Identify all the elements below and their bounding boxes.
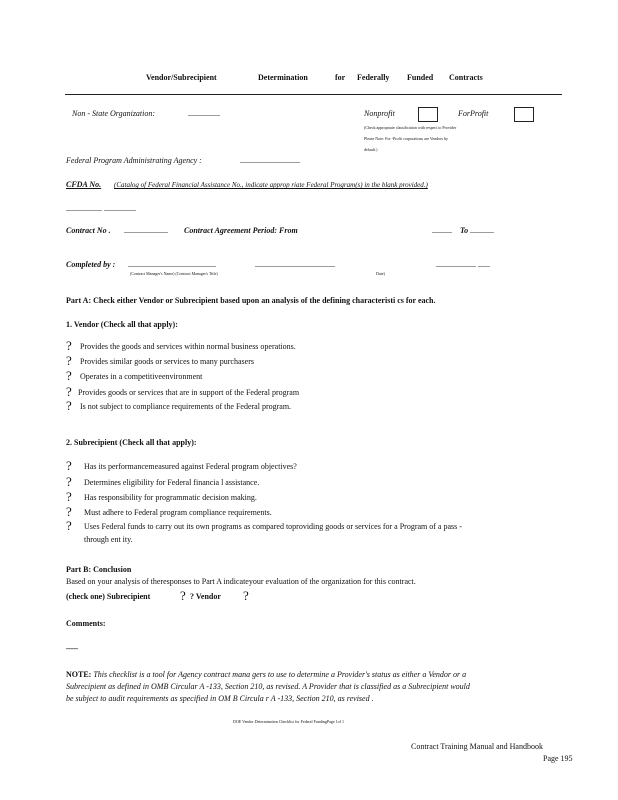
vendor-choice-label[interactable]: ? Vendor bbox=[190, 592, 221, 601]
org-label: Non - State Organization: bbox=[72, 109, 156, 118]
contract-to-label: To bbox=[460, 226, 469, 235]
agency-blank[interactable]: _______________ bbox=[240, 155, 300, 164]
sub-item-3: Has responsibility for programmatic decision making. bbox=[84, 493, 257, 502]
title-determination: Determination bbox=[258, 73, 308, 82]
contract-no-blank[interactable]: ___________ bbox=[124, 225, 168, 234]
org-note-line2: Please Note: For -Profit corporations are Vendors by bbox=[364, 136, 449, 141]
note-line1-text: This checklist is a tool for Agency contract mana gers to use to determine a Provider's status as either a Vendor or a bbox=[93, 670, 467, 679]
vendor-heading: 1. Vendor (Check all that apply): bbox=[66, 320, 178, 329]
nonprofit-checkbox[interactable] bbox=[418, 107, 438, 122]
part-b-text: Based on your analysis of theresponses to Part A indicateyour evaluation of the organization for this contract. bbox=[66, 577, 416, 586]
vendor-item-1: Provides the goods and services within normal business operations. bbox=[80, 342, 296, 351]
sub-item-5-bullet[interactable]: ? bbox=[66, 518, 72, 533]
completed-blank-name[interactable]: ______________________ bbox=[128, 259, 216, 268]
title-rule bbox=[65, 94, 562, 95]
org-note-line3: default.) bbox=[364, 147, 378, 152]
comments-label: Comments: bbox=[66, 619, 106, 628]
comments-blank[interactable]: ___ bbox=[66, 641, 78, 650]
note-line2: Subrecipient as defined in OMB Circular A -133, Section 210, as revised. A Provider that is classified as a Subrecipient would bbox=[66, 682, 470, 691]
note-line3: be subject to audit requirements as specified in OM B Circula r A -133, Section 210, as revised . bbox=[66, 694, 374, 703]
note-bold-label: NOTE: bbox=[66, 670, 92, 679]
vendor-item-5: Is not subject to compliance requirements of the Federal program. bbox=[80, 402, 292, 411]
vendor-item-3-bullet[interactable]: ? bbox=[66, 368, 72, 383]
vendor-item-4: Provides goods or services that are in support of the Federal program bbox=[78, 388, 300, 397]
footer-checklist-ref: DOE Vendor Determination Checklist for Federal FundingPage 1of 1 bbox=[233, 719, 345, 724]
completed-date-sublabel: Date) bbox=[376, 271, 385, 276]
forprofit-label: ForProfit bbox=[458, 109, 489, 118]
conclusion-check-label: (check one) Subrecipient bbox=[66, 592, 151, 601]
vendor-item-3: Operates in a competitiveenvironment bbox=[80, 372, 203, 381]
subrecipient-choice[interactable]: ? bbox=[180, 588, 186, 603]
contract-period-label: Contract Agreement Period: From bbox=[184, 226, 298, 235]
footer-handbook: Contract Training Manual and Handbook bbox=[411, 742, 543, 751]
vendor-item-4-bullet[interactable]: ? bbox=[66, 384, 72, 399]
vendor-item-2: Provides similar goods or services to many purchasers bbox=[80, 357, 254, 366]
sub-item-4: Must adhere to Federal program compliance requirements. bbox=[84, 508, 272, 517]
title-contracts: Contracts bbox=[449, 73, 483, 82]
part-a-heading: Part A: Check either Vendor or Subrecipient based upon an analysis of the defining characteristi cs for each. bbox=[66, 296, 436, 305]
cfda-label: CFDA No. bbox=[66, 180, 102, 189]
subrecipient-heading: 2. Subrecipient (Check all that apply): bbox=[66, 438, 197, 447]
sub-item-4-bullet[interactable]: ? bbox=[66, 504, 72, 519]
vendor-item-1-bullet[interactable]: ? bbox=[66, 338, 72, 353]
contract-no-label: Contract No . bbox=[66, 226, 111, 235]
agency-label: Federal Program Administrating Agency : bbox=[66, 156, 202, 165]
org-blank[interactable]: ________ bbox=[188, 108, 220, 117]
forprofit-checkbox[interactable] bbox=[514, 107, 534, 122]
vendor-choice[interactable]: ? bbox=[243, 588, 249, 603]
footer-page-number: Page 195 bbox=[543, 754, 573, 763]
contract-to-blank[interactable]: ______ bbox=[470, 225, 494, 234]
cfda-text: (Catalog of Federal Financial Assistance No., indicate approp riate Federal Program(s) in the blank provided.) bbox=[114, 181, 428, 189]
vendor-item-2-bullet[interactable]: ? bbox=[66, 353, 72, 368]
part-b-heading: Part B: Conclusion bbox=[66, 565, 132, 574]
sub-item-2-bullet[interactable]: ? bbox=[66, 474, 72, 489]
vendor-item-5-bullet[interactable]: ? bbox=[66, 398, 72, 413]
sub-item-5: Uses Federal funds to carry out its own programs as compared toproviding goods or services for a Program of a pass - bbox=[84, 522, 462, 531]
nonprofit-label: Nonprofit bbox=[364, 109, 395, 118]
title-for: for bbox=[335, 73, 346, 82]
title-vendor-subrecipient: Vendor/Subrecipient bbox=[146, 73, 217, 82]
completed-sublabel: (Contract Manager's Name) (Contract Manager's Title) bbox=[130, 271, 218, 276]
sub-item-2: Determines eligibility for Federal financia l assistance. bbox=[84, 478, 260, 487]
completed-blank-date[interactable]: __________ ___ bbox=[436, 259, 490, 268]
sub-item-1-bullet[interactable]: ? bbox=[66, 458, 72, 473]
title-funded: Funded bbox=[407, 73, 434, 82]
note-line1 bbox=[66, 670, 466, 679]
title-federally: Federally bbox=[357, 73, 390, 82]
completed-label: Completed by : bbox=[66, 260, 116, 269]
org-note-line1: (Check appropriate classification with respect to Provider bbox=[364, 125, 457, 130]
contract-from-blank[interactable]: _____ bbox=[432, 225, 452, 234]
cfda-blanks[interactable]: _________ ________ bbox=[66, 203, 136, 212]
completed-blank-title[interactable]: ____________________ bbox=[255, 259, 335, 268]
sub-item-1: Has its performancemeasured against Federal program objectives? bbox=[84, 462, 297, 471]
sub-item-3-bullet[interactable]: ? bbox=[66, 489, 72, 504]
sub-item-5-line2: through ent ity. bbox=[84, 535, 133, 544]
